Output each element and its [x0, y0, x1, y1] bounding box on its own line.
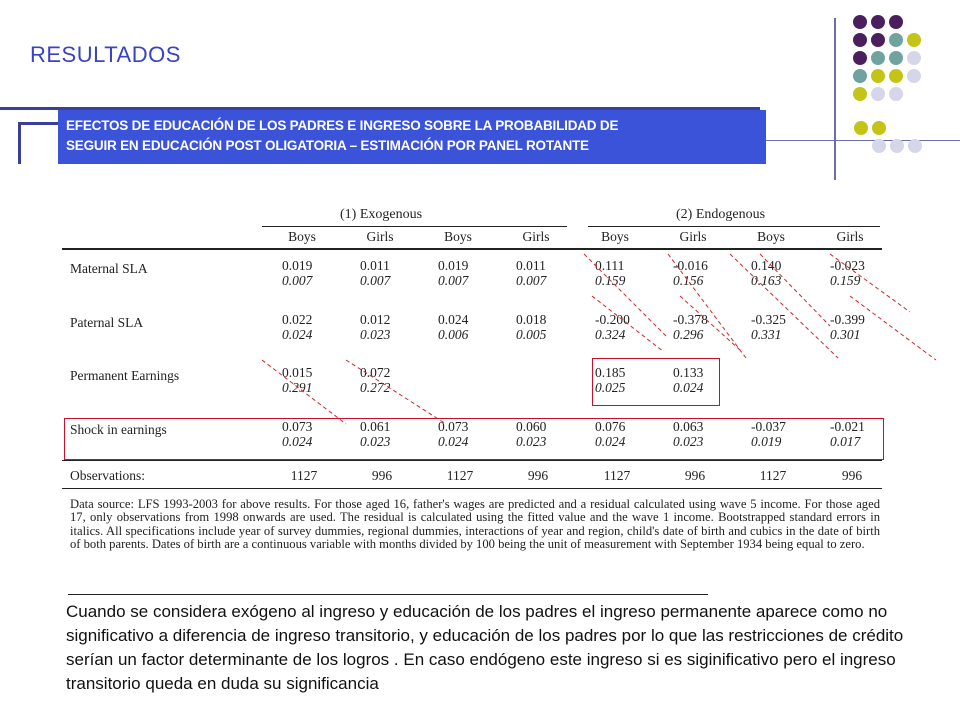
cell-coefficient: 0.012 [360, 312, 391, 327]
cell-coefficient: 0.140 [751, 258, 782, 273]
cell-standard-error: 0.156 [673, 273, 704, 288]
observation-count: 1127 [290, 468, 318, 483]
cell-standard-error: 0.023 [673, 434, 704, 449]
cell-standard-error: 0.291 [282, 380, 313, 395]
cell-standard-error: 0.007 [516, 273, 547, 288]
cell-standard-error: 0.024 [673, 380, 704, 395]
observation-count: 1127 [446, 468, 474, 483]
row-label-permanent-earnings: Permanent Earnings [70, 368, 180, 383]
cell-standard-error: 0.007 [438, 273, 469, 288]
col-header: Boys [444, 229, 472, 244]
col-header: Girls [679, 229, 707, 244]
row-label-maternal-sla: Maternal SLA [70, 261, 148, 276]
cell-coefficient: -0.023 [830, 258, 865, 273]
cell-coefficient: 0.018 [516, 312, 547, 327]
cell-coefficient: -0.399 [830, 312, 865, 327]
cell-coefficient: 0.073 [438, 419, 469, 434]
cell-coefficient: -0.021 [830, 419, 865, 434]
cell-coefficient: 0.019 [282, 258, 313, 273]
cell-coefficient: 0.015 [282, 365, 313, 380]
cell-standard-error: 0.272 [360, 380, 391, 395]
cell-coefficient: 0.076 [595, 419, 626, 434]
cell-standard-error: 0.023 [516, 434, 547, 449]
dashed-line [760, 254, 830, 326]
cell-standard-error: 0.331 [751, 327, 782, 342]
cell-coefficient: 0.063 [673, 419, 704, 434]
observation-count: 996 [684, 468, 706, 483]
group-header-endogenous: (2) Endogenous [676, 207, 766, 222]
cell-standard-error: 0.024 [282, 434, 313, 449]
cell-standard-error: 0.024 [595, 434, 626, 449]
observation-count: 996 [841, 468, 863, 483]
cell-standard-error: 0.019 [751, 434, 782, 449]
cell-standard-error: 0.301 [830, 327, 861, 342]
dashed-line [262, 360, 346, 424]
cell-coefficient: -0.200 [595, 312, 630, 327]
dashed-line [668, 254, 746, 358]
cell-coefficient: 0.185 [595, 365, 626, 380]
observation-count: 996 [371, 468, 393, 483]
cell-coefficient: 0.019 [438, 258, 469, 273]
row-label-paternal-sla: Paternal SLA [70, 315, 144, 330]
col-header: Girls [836, 229, 864, 244]
dashed-line [592, 296, 664, 352]
cell-coefficient: -0.378 [673, 312, 708, 327]
cell-coefficient: -0.325 [751, 312, 786, 327]
body-paragraph: Cuando se considera exógeno al ingreso y educación de los padres el ingreso permanente aparece como no significativo a diferencia de ingreso transitorio, y educación de los padres por lo que las restricciones de crédito serían un factor determinante de los logros . En caso endógeno este ingreso si es siginificativo pero el ingreso transitorio queda en duda su significancia [66, 602, 904, 693]
banner-line-2: SEGUIR EN EDUCACIÓN POST OLIGATORIA – ESTIMACIÓN POR PANEL ROTANTE [66, 138, 589, 153]
cell-standard-error: 0.024 [282, 327, 313, 342]
dashed-line [830, 254, 910, 312]
cell-coefficient: 0.011 [360, 258, 390, 273]
page-title: RESULTADOS [30, 42, 181, 67]
col-header: Girls [366, 229, 394, 244]
dashed-line [850, 296, 936, 360]
cell-standard-error: 0.007 [360, 273, 391, 288]
cell-standard-error: 0.023 [360, 434, 391, 449]
cell-coefficient: 0.061 [360, 419, 391, 434]
row-label-observations: Observations: [70, 468, 145, 483]
cell-coefficient: -0.037 [751, 419, 786, 434]
dashed-line [680, 296, 740, 350]
dashed-line [584, 254, 668, 338]
observation-count: 996 [527, 468, 549, 483]
col-header: Girls [522, 229, 550, 244]
cell-standard-error: 0.005 [516, 327, 547, 342]
cell-standard-error: 0.296 [673, 327, 704, 342]
cell-coefficient: -0.016 [673, 258, 708, 273]
cell-standard-error: 0.163 [751, 273, 782, 288]
cell-standard-error: 0.025 [595, 380, 626, 395]
banner-line-1: EFECTOS DE EDUCACIÓN DE LOS PADRES E INGRESO SOBRE LA PROBABILIDAD DE [66, 118, 619, 133]
cell-standard-error: 0.017 [830, 434, 861, 449]
cell-coefficient: 0.072 [360, 365, 391, 380]
table-note: Data source: LFS 1993-2003 for above results. For those aged 16, father's wages are predicted and a residual calculated using wave 5 income. For those aged 17, only observations from 1998 onwards are used. The residual is calculated using the fitted value and the wave 1 income. Bootstrapped standard errors in italics. All specifications include year of survey dummies, regional dummies, interactions of year and region, child's date of birth and cubics in the date of birth of both parents. Dates of birth are a continuous variable with months divided by 100 being the unit of measurement with September 1934 being equal to zero. [70, 497, 880, 552]
cell-coefficient: 0.111 [595, 258, 625, 273]
cell-standard-error: 0.324 [595, 327, 626, 342]
observation-count: 1127 [759, 468, 787, 483]
cell-standard-error: 0.159 [595, 273, 626, 288]
cell-standard-error: 0.024 [438, 434, 469, 449]
col-header: Boys [601, 229, 629, 244]
observation-count: 1127 [603, 468, 631, 483]
cell-standard-error: 0.006 [438, 327, 469, 342]
cell-standard-error: 0.007 [282, 273, 313, 288]
col-header: Boys [288, 229, 316, 244]
cell-standard-error: 0.159 [830, 273, 861, 288]
dashed-line [346, 360, 446, 424]
cell-coefficient: 0.022 [282, 312, 313, 327]
cell-coefficient: 0.060 [516, 419, 547, 434]
row-label-shock-in-earnings: Shock in earnings [70, 422, 167, 437]
dashed-line [730, 254, 838, 358]
group-header-exogenous: (1) Exogenous [340, 207, 423, 222]
col-header: Boys [757, 229, 785, 244]
cell-standard-error: 0.023 [360, 327, 391, 342]
cell-coefficient: 0.133 [673, 365, 704, 380]
cell-coefficient: 0.011 [516, 258, 546, 273]
cell-coefficient: 0.073 [282, 419, 313, 434]
cell-coefficient: 0.024 [438, 312, 469, 327]
